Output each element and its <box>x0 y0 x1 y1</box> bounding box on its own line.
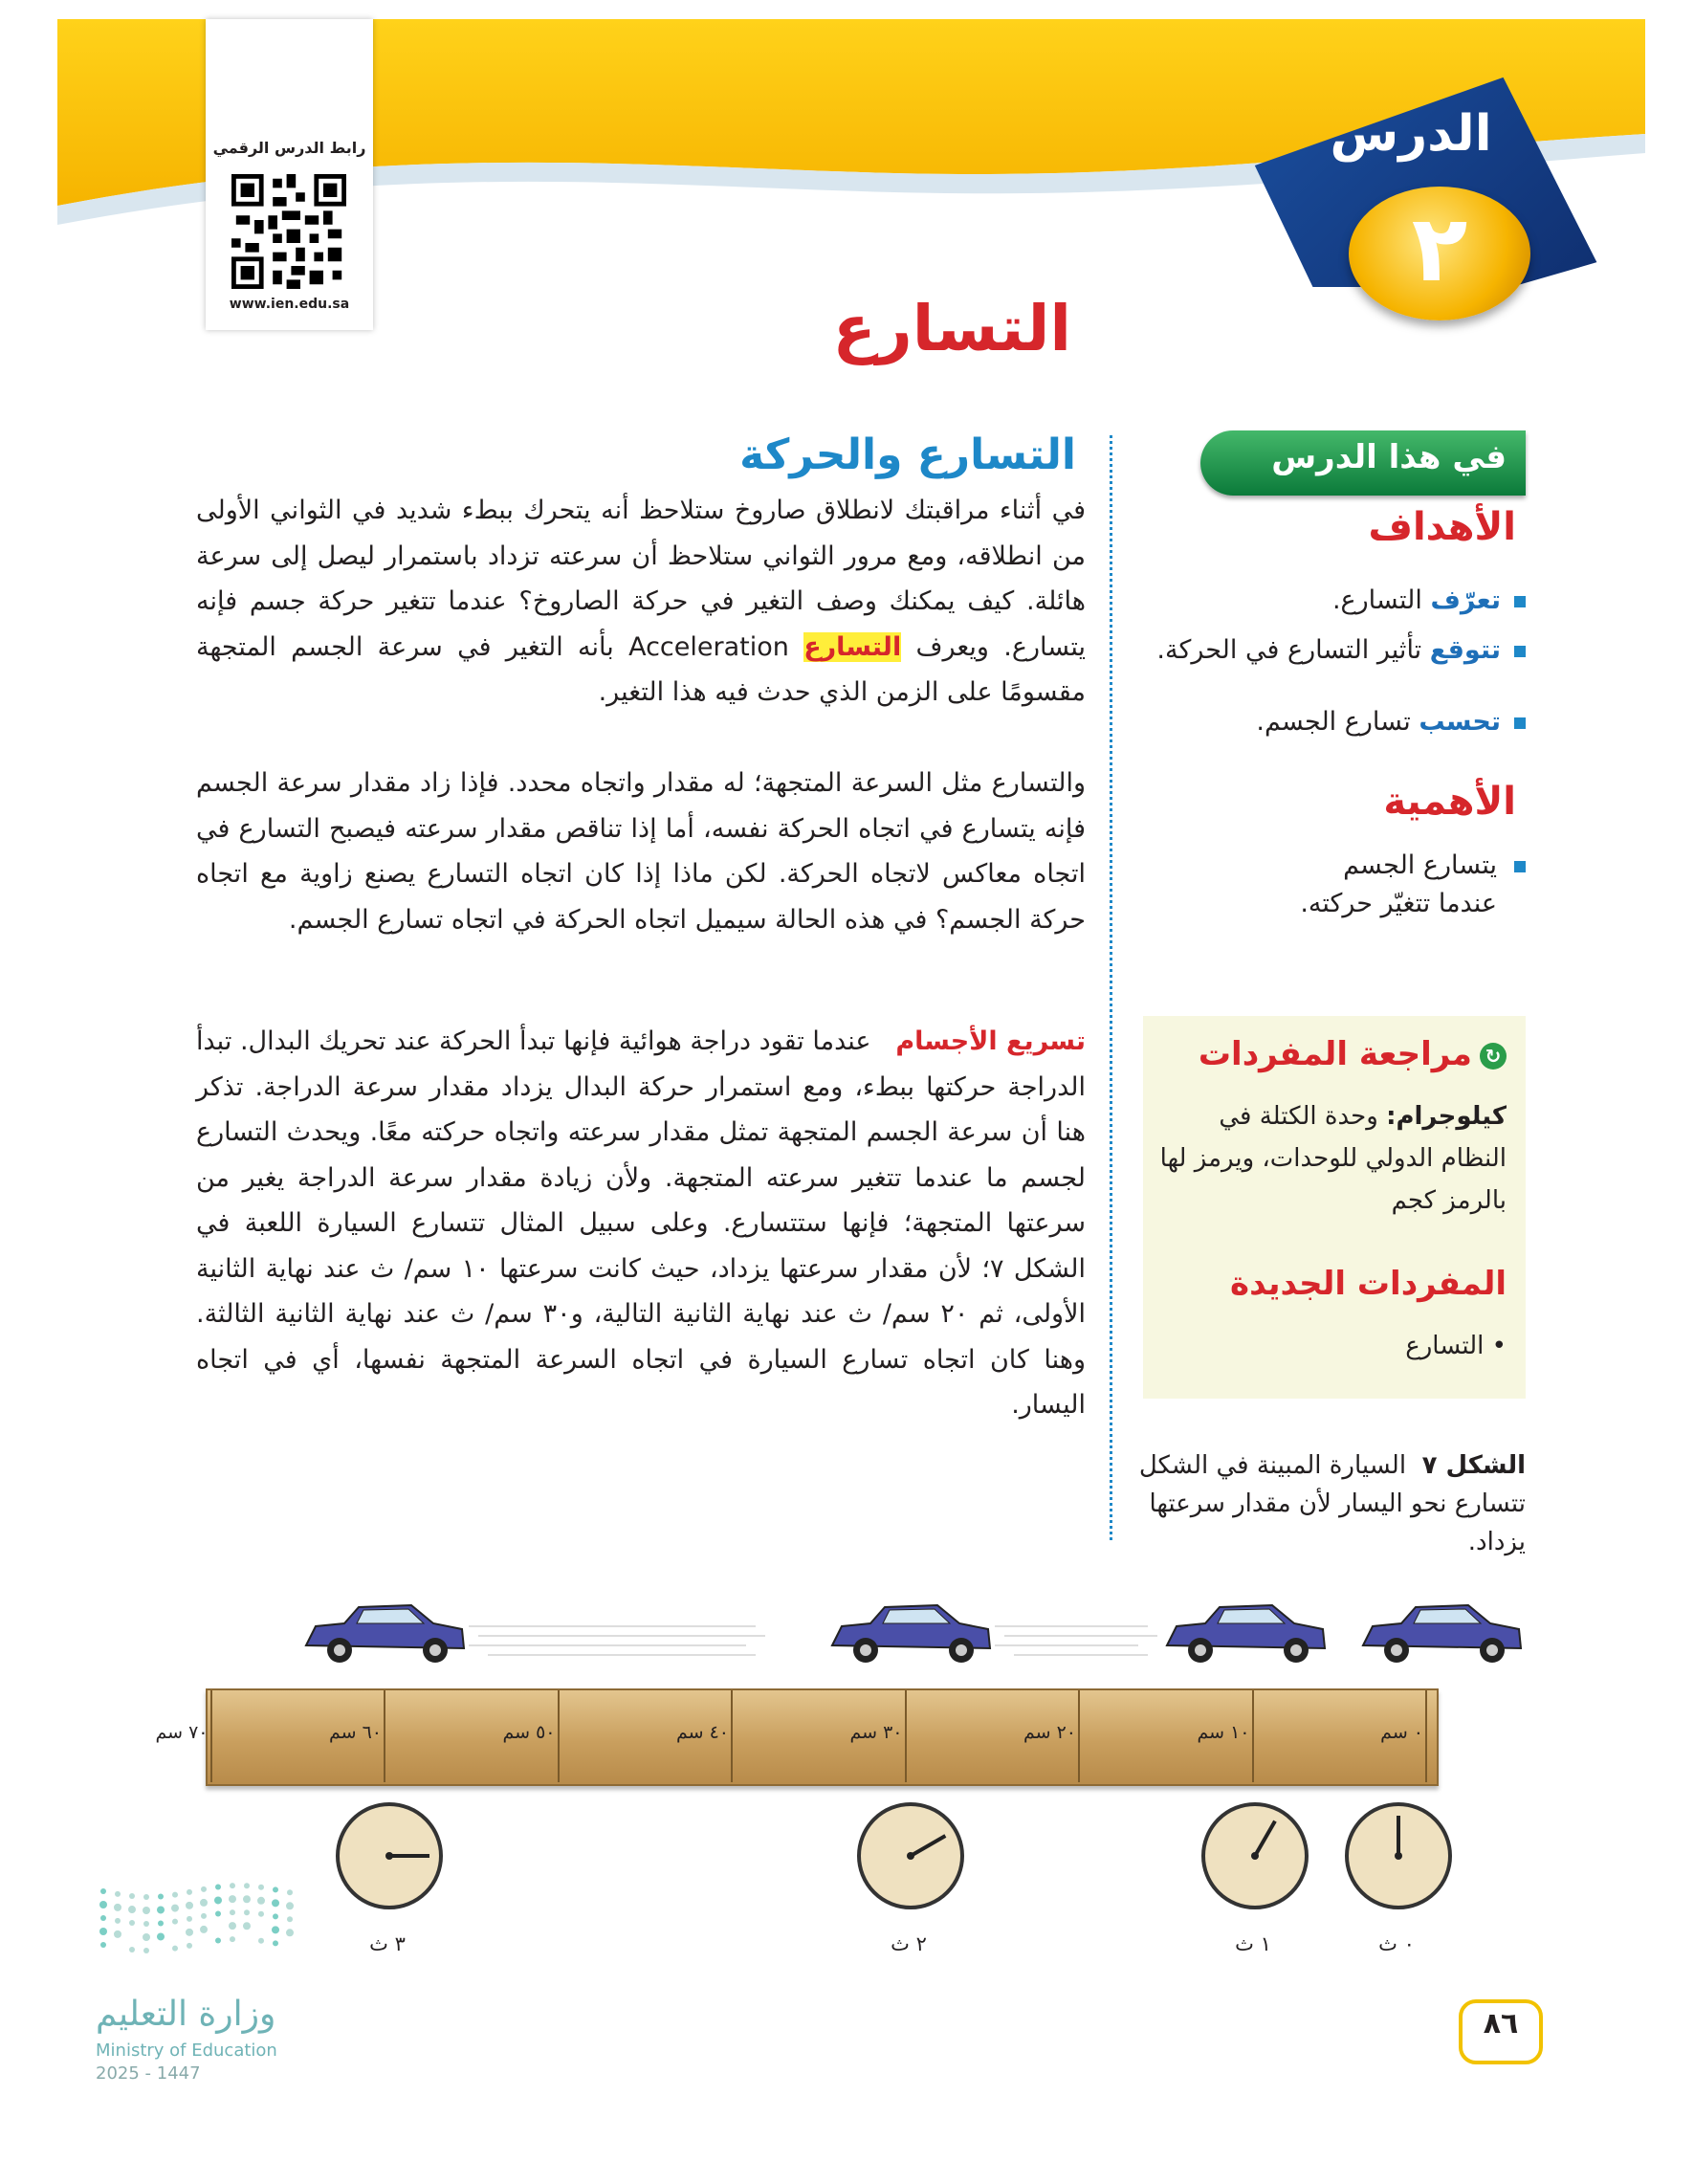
stopwatch-icon <box>332 1798 447 1913</box>
car-icon <box>832 1605 990 1663</box>
wooden-ruler <box>206 1688 1439 1786</box>
stopwatch-label: ٠ ث <box>1378 1932 1415 1955</box>
subheading-inline: تسريع الأجسام <box>895 1026 1087 1056</box>
stopwatch-icon <box>853 1798 968 1913</box>
lesson-number: ٢ <box>1411 195 1468 302</box>
stopwatch-icon <box>1198 1798 1312 1913</box>
importance-text: يتسارع الجسم عندما تتغيّر حركته. <box>1300 850 1497 918</box>
bullet-icon <box>1514 717 1526 729</box>
ruler-tick-label: ٠ سم <box>1380 1722 1423 1743</box>
paragraph-accelerating: تسريع الأجسام عندما تقود دراجة هوائية فإنها تبدأ الحركة عند تحريك البدال. تبدأ الدراجة حركتها ببطء، ومع استمرار حركة البدال يزداد مقدار سرعة الدراجة. تذكر هنا أن سرعة الجسم المتجهة تمثل مقدار سرعته واتجاه حركته معًا. ويحدث التسارع لجسم ما عندما تتغير سرعته المتجهة. ولأن زيادة مقدار سرعة الدراجة يغير من سرعتها المتجهة؛ فإنها ستتسارع. وعلى سبيل المثال تتسارع السيارة اللعبة في الشكل ٧؛ لأن مقدار سرعتها يزداد، حيث كانت سرعتها ١٠ سم/ ث عند نهاية الثانية الأولى، ثم ٢٠ سم/ ث عند نهاية الثانية التالية، و٣٠ سم/ ث عند نهاية الثانية الثالثة. وهنا كان اتجاه تسارع السيارة في اتجاه السرعة المتجهة نفسها، أي في اتجاه اليسار. <box>196 1026 1087 1420</box>
in-lesson-label: في هذا الدرس <box>1271 438 1507 476</box>
stopwatch-icon <box>1341 1798 1456 1913</box>
bullet-icon <box>1514 596 1526 607</box>
stopwatch-label: ١ ث <box>1235 1932 1271 1955</box>
section-heading: التسارع والحركة <box>739 430 1076 479</box>
objective-item: تعرّف التسارع. <box>1153 582 1526 620</box>
car-position-0 <box>1358 1593 1526 1669</box>
ruler-tick-line <box>1425 1690 1427 1782</box>
ruler-tick-line <box>1252 1690 1254 1782</box>
ruler-tick-label: ٣٠ سم <box>849 1722 903 1743</box>
ruler-tick-line <box>210 1690 212 1782</box>
ruler-tick-line <box>731 1690 733 1782</box>
car-position-2 <box>827 1593 995 1669</box>
stopwatch-label: ٢ ث <box>891 1932 927 1955</box>
motion-lines <box>995 1617 1157 1665</box>
objectives-heading: الأهداف <box>1368 505 1516 549</box>
lesson-label: الدرس <box>1330 105 1492 163</box>
page-title: التسارع <box>832 292 1071 365</box>
objective-item: تحسب تسارع الجسم. <box>1153 703 1526 741</box>
importance-heading: الأهمية <box>1383 780 1516 824</box>
stopwatch-label: ٣ ث <box>369 1932 406 1955</box>
ruler-tick-line <box>1078 1690 1080 1782</box>
paragraph-intro: في أثناء مراقبتك لانطلاق صاروخ ستلاحظ أنه يتحرك ببطء شديد في الثواني الأولى من انطلاقه، ومع مرور الثواني ستلاحظ أن سرعته تزداد باستمرار ليصل إلى سرعة هائلة. كيف يمكنك وصف التغير في حركة الصاروخ؟ عندما تتغير حركة جسم فإنه يتسارع. ويعرف التسارع Acceleration بأنه التغير في سرعة الجسم المتجهة مقسومًا على الزمن الذي حدث فيه هذا التغير. <box>196 496 1086 707</box>
ruler-tick-line <box>558 1690 560 1782</box>
ruler-tick-line <box>384 1690 385 1782</box>
car-icon <box>306 1605 464 1663</box>
objective-item: تتوقع تأثير التسارع في الحركة. <box>1153 631 1526 670</box>
ruler-tick-label: ٢٠ سم <box>1023 1722 1076 1743</box>
column-divider <box>1110 435 1112 1540</box>
qr-card[interactable] <box>206 19 373 330</box>
car-icon <box>1363 1605 1521 1663</box>
ruler-tick-label: ٥٠ سم <box>502 1722 556 1743</box>
bullet-icon <box>1514 646 1526 657</box>
qr-label: رابط الدرس الرقمي <box>212 139 366 157</box>
page-number: ٨٦ <box>1483 2007 1519 2041</box>
qr-url[interactable]: www.ien.edu.sa <box>229 297 350 312</box>
vocab-definition: كيلوجرام: وحدة الكتلة في النظام الدولي للوحدات، ويرمز لها بالرمز كجم <box>1159 1102 1507 1215</box>
new-vocab-item: • التسارع <box>1405 1332 1507 1360</box>
ministry-year: 2025 - 1447 <box>96 2063 201 2084</box>
motion-lines <box>469 1617 775 1665</box>
ruler-tick-label: ٧٠ سم <box>155 1722 209 1743</box>
car-icon <box>1167 1605 1325 1663</box>
ruler-tick-label: ١٠ سم <box>1197 1722 1250 1743</box>
ruler-tick-label: ٤٠ سم <box>675 1722 729 1743</box>
car-position-1 <box>1162 1593 1330 1669</box>
ruler-tick-label: ٦٠ سم <box>328 1722 382 1743</box>
qr-code-icon[interactable] <box>231 174 346 289</box>
ministry-name-en: Ministry of Education <box>96 2041 277 2061</box>
new-vocab-heading: المفردات الجديدة <box>1230 1265 1507 1303</box>
figure-caption: الشكل ٧ السيارة المبينة في الشكل تتسارع نحو اليسار لأن مقدار سرعتها يزداد. <box>1138 1451 1526 1556</box>
bullet-icon <box>1514 861 1526 872</box>
ministry-logo-icon <box>96 1880 306 1975</box>
ruler-tick-line <box>905 1690 907 1782</box>
vocab-review-heading: ↻مراجعة المفردات <box>1162 1035 1507 1073</box>
paragraph-direction: والتسارع مثل السرعة المتجهة؛ له مقدار واتجاه محدد. فإذا زاد مقدار سرعة الجسم فإنه يتسارع في اتجاه الحركة نفسه، أما إذا تناقص مقدار سرعته فيصبح التسارع في اتجاه معاكس لاتجاه الحركة. لكن ماذا إذا كان اتجاه التسارع يصنع زاوية مع اتجاه حركة الجسم؟ في هذه الحالة سيميل اتجاه الحركة في اتجاه تسارع الجسم. <box>196 768 1086 935</box>
highlighted-term: التسارع <box>803 631 902 662</box>
car-position-3 <box>301 1593 469 1669</box>
refresh-icon: ↻ <box>1480 1043 1507 1070</box>
ministry-name-ar: وزارة التعليم <box>96 1995 276 2034</box>
